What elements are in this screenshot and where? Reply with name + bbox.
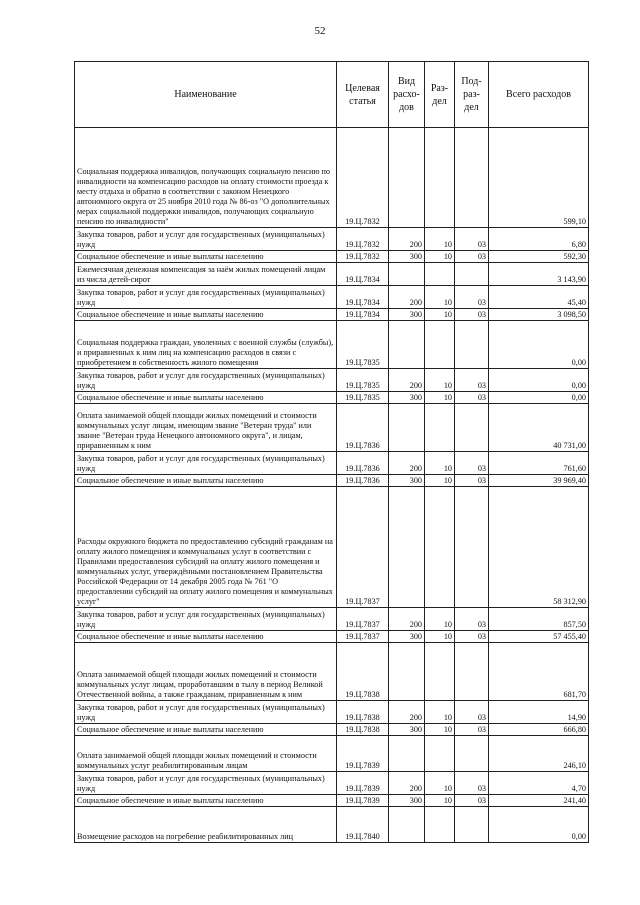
- row-section: 10: [425, 251, 455, 263]
- row-target-article: 19.Ц.7832: [337, 128, 389, 228]
- table-row: [75, 321, 589, 369]
- row-subsection: [455, 643, 489, 701]
- row-name: Возмещение расходов на погребение реабилитированных лиц: [75, 807, 337, 843]
- table-row: [75, 309, 589, 321]
- row-name: Социальное обеспечение и иные выплаты населению: [75, 795, 337, 807]
- header-subsection: Под-раз-дел: [455, 62, 489, 128]
- row-target-article: 19.Ц.7834: [337, 309, 389, 321]
- table-row: [75, 807, 589, 843]
- row-subsection: [455, 128, 489, 228]
- row-name: Закупка товаров, работ и услуг для государственных (муниципальных) нужд: [75, 701, 337, 724]
- row-subsection: 03: [455, 475, 489, 487]
- page-number: 52: [314, 25, 326, 37]
- header-total: Всего расходов: [489, 62, 589, 128]
- row-name: Оплата занимаемой общей площади жилых помещений и стоимости коммунальных услуг лицам, имеющим звание "Ветеран труда" или звание "Ветеран труда Ненецкого автономного округа", и лицам, приравненным к ним: [75, 404, 337, 452]
- row-target-article: 19.Ц.7840: [337, 807, 389, 843]
- row-subsection: 03: [455, 228, 489, 251]
- row-expense-type: 200: [389, 701, 425, 724]
- row-total: 681,70: [489, 643, 589, 701]
- row-section: 10: [425, 772, 455, 795]
- row-section: 10: [425, 392, 455, 404]
- row-subsection: 03: [455, 392, 489, 404]
- table-row: [75, 643, 589, 701]
- row-expense-type: [389, 643, 425, 701]
- row-target-article: 19.Ц.7832: [337, 228, 389, 251]
- row-expense-type: [389, 263, 425, 286]
- row-expense-type: [389, 807, 425, 843]
- row-total: 45,40: [489, 286, 589, 309]
- row-subsection: 03: [455, 309, 489, 321]
- row-expense-type: 200: [389, 772, 425, 795]
- row-expense-type: 300: [389, 309, 425, 321]
- row-target-article: 19.Ц.7837: [337, 631, 389, 643]
- table-row: [75, 724, 589, 736]
- row-total: 241,40: [489, 795, 589, 807]
- row-target-article: 19.Ц.7835: [337, 392, 389, 404]
- row-section: [425, 807, 455, 843]
- row-subsection: [455, 404, 489, 452]
- row-section: 10: [425, 452, 455, 475]
- row-section: [425, 128, 455, 228]
- row-name: Закупка товаров, работ и услуг для государственных (муниципальных) нужд: [75, 286, 337, 309]
- row-section: 10: [425, 475, 455, 487]
- row-target-article: 19.Ц.7836: [337, 475, 389, 487]
- row-name: Оплата занимаемой общей площади жилых помещений и стоимости коммунальных услуг лицам, проработавшим в тылу в период Великой Отечественной войны, а также гражданам, приравненным к ним: [75, 643, 337, 701]
- table-row: [75, 392, 589, 404]
- row-total: 666,80: [489, 724, 589, 736]
- row-target-article: 19.Ц.7836: [337, 404, 389, 452]
- row-total: 592,30: [489, 251, 589, 263]
- table-row: [75, 228, 589, 251]
- row-subsection: 03: [455, 608, 489, 631]
- row-subsection: 03: [455, 795, 489, 807]
- header-expense-type: Вид расхо-дов: [389, 62, 425, 128]
- row-subsection: [455, 807, 489, 843]
- row-target-article: 19.Ц.7835: [337, 321, 389, 369]
- row-name: Социальное обеспечение и иные выплаты населению: [75, 724, 337, 736]
- row-subsection: 03: [455, 701, 489, 724]
- row-section: 10: [425, 369, 455, 392]
- row-expense-type: 300: [389, 631, 425, 643]
- row-target-article: 19.Ц.7832: [337, 251, 389, 263]
- table-row: [75, 736, 589, 772]
- row-section: 10: [425, 724, 455, 736]
- row-expense-type: 300: [389, 724, 425, 736]
- row-name: Закупка товаров, работ и услуг для государственных (муниципальных) нужд: [75, 228, 337, 251]
- row-target-article: 19.Ц.7838: [337, 724, 389, 736]
- row-expense-type: [389, 404, 425, 452]
- row-section: 10: [425, 631, 455, 643]
- row-name: Закупка товаров, работ и услуг для государственных (муниципальных) нужд: [75, 452, 337, 475]
- row-section: [425, 404, 455, 452]
- row-target-article: 19.Ц.7836: [337, 452, 389, 475]
- row-target-article: 19.Ц.7834: [337, 263, 389, 286]
- row-total: 0,00: [489, 321, 589, 369]
- row-total: 14,90: [489, 701, 589, 724]
- row-target-article: 19.Ц.7838: [337, 701, 389, 724]
- row-target-article: 19.Ц.7839: [337, 736, 389, 772]
- row-total: 58 312,90: [489, 487, 589, 608]
- row-expense-type: 300: [389, 475, 425, 487]
- table-header-row: [75, 62, 589, 128]
- row-subsection: [455, 321, 489, 369]
- row-section: [425, 321, 455, 369]
- row-name: Социальная поддержка инвалидов, получающих социальную пенсию по инвалидности на компенсацию расходов на оплату стоимости проезда к месту отдыха и обратно в соответствии с законом Ненецкого автономного округа от 25 ноября 2010 года № 86-оз "О дополнительных мерах социальной поддержки инвалидов, получающих социальную пенсию по инвалидности": [75, 128, 337, 228]
- row-subsection: 03: [455, 724, 489, 736]
- row-subsection: 03: [455, 631, 489, 643]
- row-total: 246,10: [489, 736, 589, 772]
- table-row: [75, 795, 589, 807]
- row-total: 761,60: [489, 452, 589, 475]
- row-expense-type: 200: [389, 286, 425, 309]
- header-target-article: Целевая статья: [337, 62, 389, 128]
- header-section: Раз-дел: [425, 62, 455, 128]
- table-row: [75, 263, 589, 286]
- row-section: [425, 263, 455, 286]
- row-section: [425, 643, 455, 701]
- row-expense-type: 200: [389, 452, 425, 475]
- row-name: Социальная поддержка граждан, уволенных с военной службы (службы), и приравненных к ним лиц на компенсацию расходов в связи с приобретением в собственность жилого помещения: [75, 321, 337, 369]
- row-target-article: 19.Ц.7834: [337, 286, 389, 309]
- row-target-article: 19.Ц.7839: [337, 772, 389, 795]
- row-target-article: 19.Ц.7837: [337, 487, 389, 608]
- row-expense-type: [389, 321, 425, 369]
- row-total: 0,00: [489, 807, 589, 843]
- row-subsection: [455, 487, 489, 608]
- row-total: 0,00: [489, 369, 589, 392]
- table-row: [75, 487, 589, 608]
- row-total: 599,10: [489, 128, 589, 228]
- expenditure-table: [74, 61, 589, 843]
- header-name: Наименование: [75, 62, 337, 128]
- row-target-article: 19.Ц.7835: [337, 369, 389, 392]
- row-expense-type: 200: [389, 228, 425, 251]
- row-expense-type: 300: [389, 795, 425, 807]
- table-row: [75, 772, 589, 795]
- row-expense-type: [389, 128, 425, 228]
- row-name: Социальное обеспечение и иные выплаты населению: [75, 251, 337, 263]
- row-total: 6,80: [489, 228, 589, 251]
- table-row: [75, 701, 589, 724]
- row-name: Ежемесячная денежная компенсация за наём жилых помещений лицам из числа детей-сирот: [75, 263, 337, 286]
- row-section: 10: [425, 795, 455, 807]
- row-name: Социальное обеспечение и иные выплаты населению: [75, 309, 337, 321]
- row-expense-type: 200: [389, 369, 425, 392]
- row-total: 857,50: [489, 608, 589, 631]
- row-target-article: 19.Ц.7837: [337, 608, 389, 631]
- row-name: Социальное обеспечение и иные выплаты населению: [75, 392, 337, 404]
- table-row: [75, 452, 589, 475]
- table-row: [75, 475, 589, 487]
- row-section: [425, 487, 455, 608]
- row-section: 10: [425, 228, 455, 251]
- row-expense-type: 200: [389, 608, 425, 631]
- row-total: 40 731,00: [489, 404, 589, 452]
- table-row: [75, 608, 589, 631]
- row-subsection: 03: [455, 772, 489, 795]
- row-total: 3 143,90: [489, 263, 589, 286]
- row-name: Закупка товаров, работ и услуг для государственных (муниципальных) нужд: [75, 772, 337, 795]
- row-total: 4,70: [489, 772, 589, 795]
- table-row: [75, 631, 589, 643]
- row-subsection: 03: [455, 452, 489, 475]
- row-section: 10: [425, 286, 455, 309]
- row-total: 3 098,50: [489, 309, 589, 321]
- row-section: [425, 736, 455, 772]
- row-name: Социальное обеспечение и иные выплаты населению: [75, 631, 337, 643]
- table-row: [75, 251, 589, 263]
- row-name: Социальное обеспечение и иные выплаты населению: [75, 475, 337, 487]
- row-section: 10: [425, 608, 455, 631]
- row-subsection: 03: [455, 286, 489, 309]
- table-row: [75, 128, 589, 228]
- row-name: Оплата занимаемой общей площади жилых помещений и стоимости коммунальных услуг реабилитированным лицам: [75, 736, 337, 772]
- row-target-article: 19.Ц.7838: [337, 643, 389, 701]
- row-name: Расходы окружного бюджета по предоставлению субсидий гражданам на оплату жилого помещения и коммунальных услуг в соответствии с Правилами предоставления субсидий на оплату жилого помещения и коммунальных услуг, утверждёнными постановлением Правительства Российской Федерации от 14 декабря 2005 года № 761 "О предоставлении субсидий на оплату жилого помещения и коммунальных услуг": [75, 487, 337, 608]
- row-expense-type: 300: [389, 251, 425, 263]
- row-expense-type: [389, 487, 425, 608]
- row-total: 39 969,40: [489, 475, 589, 487]
- row-section: 10: [425, 309, 455, 321]
- row-subsection: [455, 736, 489, 772]
- row-subsection: [455, 263, 489, 286]
- row-expense-type: [389, 736, 425, 772]
- table-row: [75, 369, 589, 392]
- table-row: [75, 404, 589, 452]
- row-subsection: 03: [455, 251, 489, 263]
- row-subsection: 03: [455, 369, 489, 392]
- row-total: 0,00: [489, 392, 589, 404]
- row-expense-type: 300: [389, 392, 425, 404]
- row-name: Закупка товаров, работ и услуг для государственных (муниципальных) нужд: [75, 369, 337, 392]
- row-name: Закупка товаров, работ и услуг для государственных (муниципальных) нужд: [75, 608, 337, 631]
- row-target-article: 19.Ц.7839: [337, 795, 389, 807]
- table-body: [75, 128, 589, 843]
- row-total: 57 455,40: [489, 631, 589, 643]
- row-section: 10: [425, 701, 455, 724]
- table-row: [75, 286, 589, 309]
